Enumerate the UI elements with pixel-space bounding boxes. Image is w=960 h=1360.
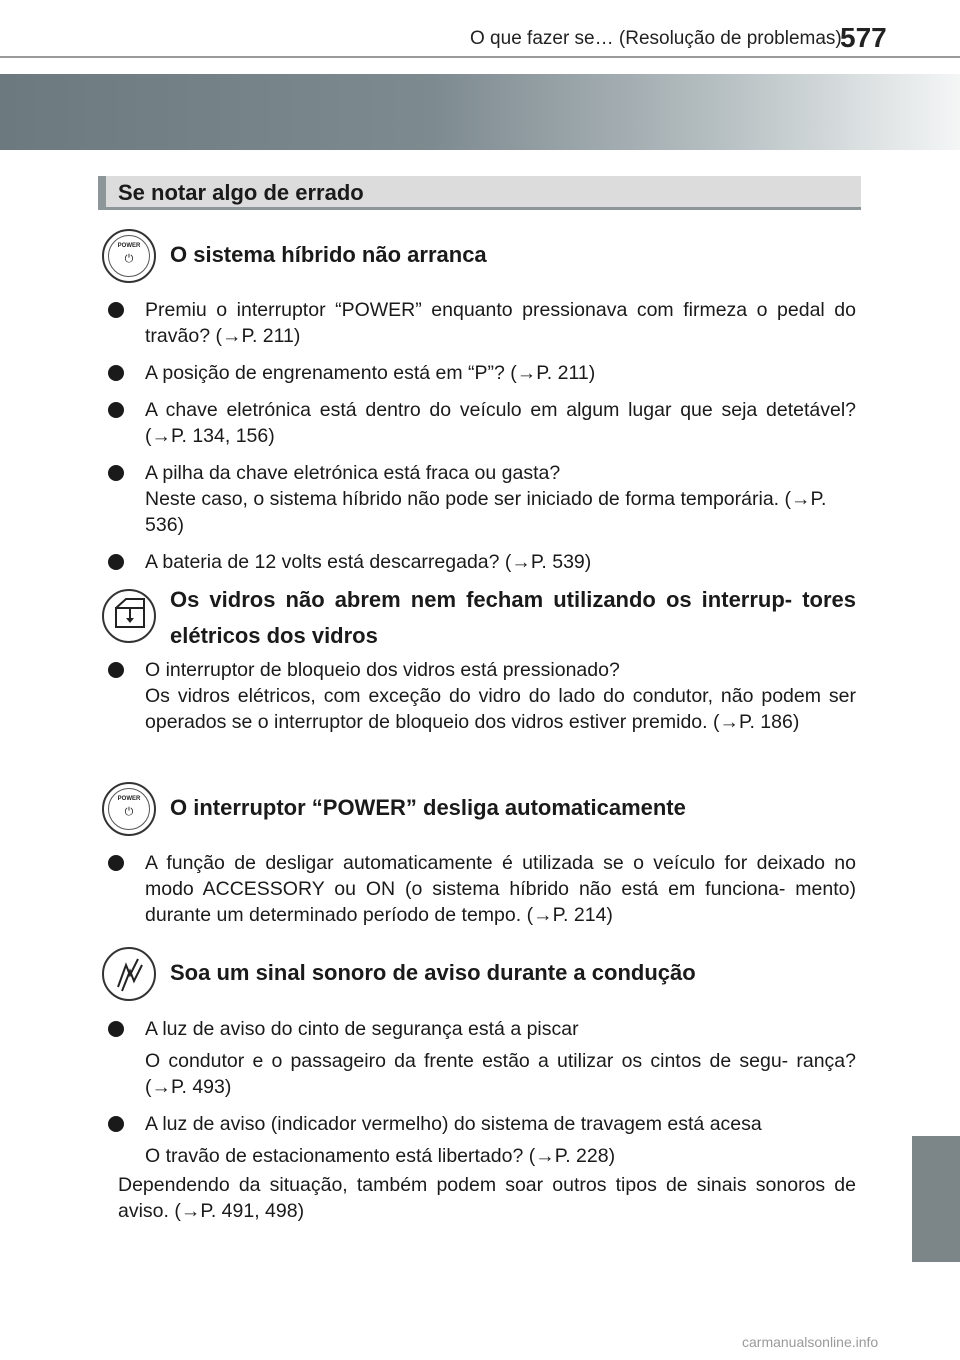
header-band bbox=[0, 74, 960, 150]
list-item-text: A posição de engrenamento está em “P”? (→P. 211) bbox=[145, 362, 596, 384]
list-item bbox=[108, 1111, 856, 1169]
list-item-text: A luz de aviso (indicador vermelho) do sistema de travagem está acesa bbox=[145, 1113, 762, 1135]
subheading-windows-not-working: Os vidros não abrem nem fecham utilizando os interrup- tores elétricos dos vidros bbox=[170, 587, 856, 648]
list-item-text: Os vidros elétricos, com exceção do vidro do lado do condutor, não podem ser operados se o interruptor de bloqueio dos vidros estiver premido. (→P. 186) bbox=[145, 685, 856, 733]
list-item-text: A chave eletrónica está dentro do veículo em algum lugar que seja detetável? (→P. 134, 156) bbox=[145, 399, 856, 447]
bullet-icon bbox=[108, 855, 124, 871]
list-item bbox=[108, 360, 856, 386]
bullet-icon bbox=[108, 465, 124, 481]
bullet-icon bbox=[108, 662, 124, 678]
power-icon-label: POWER bbox=[117, 243, 141, 249]
watermark: carmanualsonline.info bbox=[742, 1334, 879, 1350]
section-title: Se notar algo de errado bbox=[118, 180, 364, 205]
list-windows-not-working bbox=[108, 657, 856, 746]
list-warning-buzzer bbox=[108, 1016, 856, 1180]
bullet-icon bbox=[108, 365, 124, 381]
subheading-power-switch-off: O interruptor “POWER” desliga automaticamente bbox=[170, 795, 686, 820]
warning-buzzer-icon bbox=[102, 947, 156, 1001]
power-icon-label: POWER bbox=[117, 796, 141, 802]
power-switch-icon bbox=[102, 782, 156, 836]
list-item-subtext: O condutor e o passageiro da frente estão a utilizar os cintos de segu- rança? (→P. 493) bbox=[145, 1050, 856, 1098]
bullet-icon bbox=[108, 402, 124, 418]
list-item bbox=[108, 657, 856, 735]
note-paragraph: Dependendo da situação, também podem soar outros tipos de sinais sonoros de aviso. (→P. 491, 498) bbox=[118, 1174, 856, 1222]
list-item bbox=[108, 1016, 856, 1100]
power-switch-icon bbox=[102, 229, 156, 283]
list-item-text: A bateria de 12 volts está descarregada? (→P. 539) bbox=[145, 551, 592, 573]
power-symbol-icon: ⏻ bbox=[124, 253, 134, 265]
list-hybrid-not-starting bbox=[108, 297, 856, 586]
bullet-icon bbox=[108, 1021, 124, 1037]
list-item bbox=[108, 850, 856, 928]
section-bar bbox=[98, 176, 861, 210]
subheading-hybrid-not-starting: O sistema híbrido não arranca bbox=[170, 242, 487, 267]
list-item-text: A função de desligar automaticamente é utilizada se o veículo for deixado no modo ACCESSORY ou ON (o sistema híbrido não está em funciona- mento) durante um determinado período de tempo. (→P. 214) bbox=[145, 852, 856, 926]
list-power-switch-off bbox=[108, 850, 856, 939]
header-rule bbox=[0, 56, 960, 58]
list-item-text: Neste caso, o sistema híbrido não pode ser iniciado de forma temporária. (→P. 536) bbox=[145, 488, 827, 536]
bullet-icon bbox=[108, 302, 124, 318]
list-item-text: O interruptor de bloqueio dos vidros está pressionado? bbox=[145, 659, 620, 681]
bullet-icon bbox=[108, 1116, 124, 1132]
list-item bbox=[108, 397, 856, 449]
list-item-text: A luz de aviso do cinto de segurança está a piscar bbox=[145, 1018, 579, 1040]
list-item-text: Premiu o interruptor “POWER” enquanto pressionava com firmeza o pedal do travão? (→P. 211) bbox=[145, 299, 856, 347]
list-item-subtext: O travão de estacionamento está libertado? (→P. 228) bbox=[145, 1145, 616, 1167]
list-item bbox=[108, 460, 856, 538]
window-switch-icon bbox=[102, 589, 156, 643]
page-number: 577 bbox=[840, 22, 887, 53]
list-item-text: A pilha da chave eletrónica está fraca ou gasta? bbox=[145, 462, 561, 484]
bullet-icon bbox=[108, 554, 124, 570]
subheading-warning-buzzer: Soa um sinal sonoro de aviso durante a condução bbox=[170, 960, 696, 985]
list-item bbox=[108, 549, 856, 575]
page-header-title: O que fazer se… (Resolução de problemas) bbox=[470, 28, 842, 49]
power-symbol-icon: ⏻ bbox=[124, 806, 134, 818]
chapter-side-tab bbox=[912, 1136, 960, 1262]
list-item bbox=[108, 297, 856, 349]
